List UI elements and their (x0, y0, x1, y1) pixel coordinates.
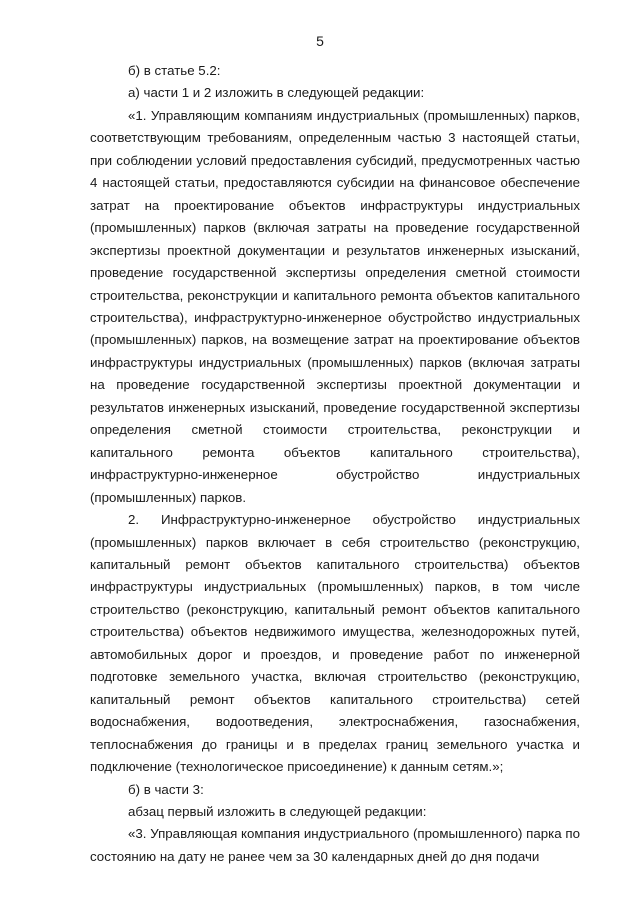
paragraph-article-5-2: б) в статье 5.2: (128, 63, 221, 78)
paragraph-parts-1-2-intro: а) части 1 и 2 изложить в следующей редакции: (128, 85, 425, 101)
document-body (90, 60, 580, 868)
paragraph-first-abzac: абзац первый изложить в следующей редакции: (128, 803, 427, 819)
page-number: 5 (316, 33, 324, 49)
paragraph-part-2: 2. Инфраструктурно-инженерное обустройство индустриальных (промышленных) парков включает в себя строительство (реконструкцию, капитальный ремонт объектов капитального строительства) объектов инфраструктуры индустриальных (промышленных) парков, в том числе строительство (реконструкцию, капитальный ремонт объектов капитального строительства) объектов недвижимого имущества, железнодорожных путей, автомобильных дорог и проездов, и проведение работ по инженерной подготовке земельного участка, включая строительство (реконструкцию, капитальный ремонт объектов капитального строительства) сетей водоснабжения, водоотведения, электроснабжения, газоснабжения, теплоснабжения до границы и в пределах границ земельного участка и подключение (технологическое присоединение) к данным сетям.»; (90, 512, 580, 775)
paragraph-part-3: «3. Управляющая компания индустриального (промышленного) парка по состоянию на дату не ранее чем за 30 календарных дней до дня подачи (90, 826, 580, 864)
paragraph-part-3-intro: б) в части 3: (128, 781, 204, 797)
paragraph-part-1: «1. Управляющим компаниям индустриальных (промышленных) парков, соответствующим требованиям, определенным частью 3 настоящей статьи, при соблюдении условий предоставления субсидий, предусмотренных частью 4 настоящей статьи, предоставляются субсидии на финансовое обеспечение затрат на проектирование объектов инфраструктуры индустриальных (промышленных) парков (включая затраты на проведение государственной экспертизы проектной документации и результатов инженерных изысканий, проведение государственной экспертизы определения сметной стоимости строительства, реконструкции и капитального ремонта объектов капитального строительства), инфраструктурно-инженерное обустройство индустриальных (промышленных) парков, на возмещение затрат на проектирование объектов инфраструктуры индустриальных (промышленных) парков (включая затраты на проведение государственной экспертизы проектной документации и результатов инженерных изысканий, проведение государственной экспертизы определения сметной стоимости строительства, реконструкции и капитального ремонта объектов капитального строительства), инфраструктурно-инженерное обустройство индустриальных (промышленных) парков. (90, 107, 580, 505)
